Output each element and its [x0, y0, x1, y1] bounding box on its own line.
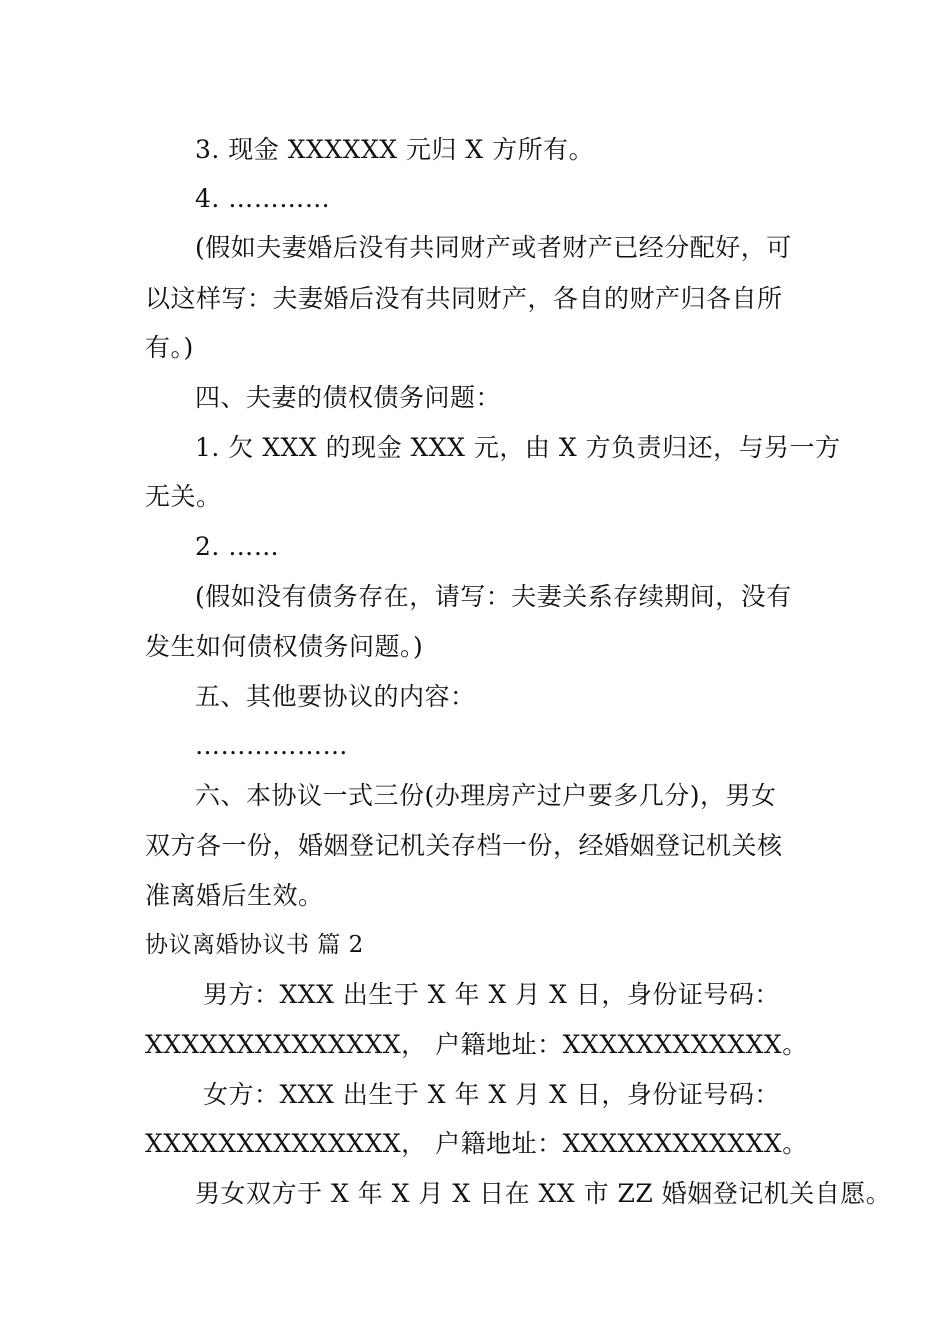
item-4-ellipsis: 4. ………… [195, 184, 331, 213]
debt-item-2: 2. …… [195, 532, 280, 561]
female-party-line2: XXXXXXXXXXXXXX， 户籍地址：XXXXXXXXXXXX。 [145, 1129, 808, 1158]
debt-item-1-line2: 无关。 [145, 482, 222, 511]
section-4-heading: 四、夫妻的债权债务问题： [195, 383, 502, 412]
section-6-line3: 准离婚后生效。 [145, 881, 324, 910]
male-party-line1: 男方：XXX 出生于 X 年 X 月 X 日，身份证号码： [203, 980, 780, 1009]
section-5-ellipsis: ……………… [195, 731, 348, 760]
agreement-intro-line: 男女双方于 X 年 X 月 X 日在 XX 市 ZZ 婚姻登记机关自愿。 [195, 1179, 892, 1208]
note-no-property-line1: (假如夫妻婚后没有共同财产或者财产已经分配好，可 [195, 233, 792, 262]
item-3-cash: 3. 现金 XXXXXX 元归 X 方所有。 [195, 135, 595, 164]
section-5-heading: 五、其他要协议的内容： [195, 682, 476, 711]
section-6-line2: 双方各一份，婚姻登记机关存档一份，经婚姻登记机关核 [145, 831, 783, 860]
note-no-debt-line2: 发生如何债权债务问题。) [145, 632, 424, 661]
note-no-debt-line1: (假如没有债务存在，请写：夫妻关系存续期间，没有 [195, 582, 792, 611]
note-no-property-line2: 以这样写：夫妻婚后没有共同财产，各自的财产归各自所 [145, 284, 783, 313]
debt-item-1-line1: 1. 欠 XXX 的现金 XXX 元，由 X 方负责归还，与另一方 [195, 433, 841, 462]
male-party-line2: XXXXXXXXXXXXXX， 户籍地址：XXXXXXXXXXXX。 [145, 1030, 808, 1059]
section-6-line1: 六、本协议一式三份(办理房产过户要多几分)，男女 [195, 781, 777, 810]
female-party-line1: 女方：XXX 出生于 X 年 X 月 X 日，身份证号码： [203, 1080, 780, 1109]
agreement-2-title: 协议离婚协议书 篇 2 [145, 932, 364, 958]
note-no-property-line3: 有。) [145, 333, 194, 362]
